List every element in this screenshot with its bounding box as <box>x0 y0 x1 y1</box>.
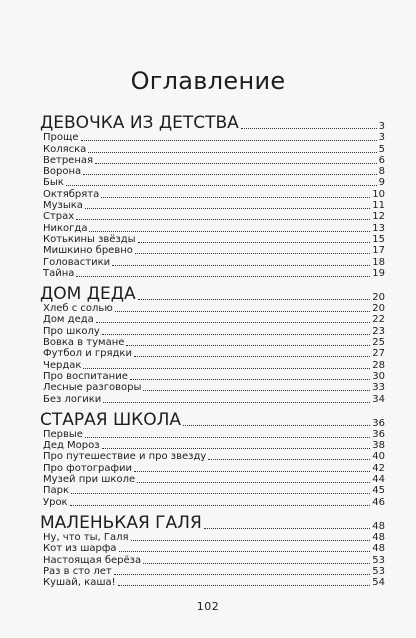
entry-title: Хлеб с солью <box>43 303 113 315</box>
entry-page: 48 <box>372 531 385 543</box>
entry-title: Музыка <box>43 200 83 212</box>
entry-page: 48 <box>372 543 385 555</box>
dot-leader <box>137 482 370 483</box>
toc-entry <box>40 440 385 451</box>
entry-title: Чердак <box>43 359 82 371</box>
dot-leader <box>95 163 377 164</box>
entry-title: Про фотографии <box>43 462 133 474</box>
dot-leader <box>76 219 370 220</box>
entry-page: 11 <box>372 200 385 212</box>
toc-entry <box>40 155 385 166</box>
toc-entry <box>40 543 385 554</box>
entry-page: 9 <box>378 177 385 189</box>
toc-entry <box>40 429 385 440</box>
entry-page: 40 <box>372 451 385 463</box>
dot-leader <box>103 402 370 403</box>
section-page: 48 <box>372 520 385 532</box>
entry-page: 3 <box>378 132 385 144</box>
entry-page: 15 <box>372 233 385 245</box>
entry-title: Парк <box>43 485 70 497</box>
toc-entry <box>40 211 385 222</box>
entry-page: 6 <box>378 154 385 166</box>
toc-entry <box>40 577 385 588</box>
entry-title: Ну, что ты, Галя <box>43 531 129 543</box>
entry-title: Головастики <box>43 256 111 268</box>
entry-title: Коляска <box>43 143 87 155</box>
dot-leader <box>96 322 371 323</box>
toc-entry <box>40 382 385 393</box>
entry-page: 22 <box>372 314 385 326</box>
dot-leader <box>134 471 370 472</box>
entry-title: Проще <box>43 132 79 144</box>
entry-title: Музей при школе <box>43 474 136 486</box>
entry-title: Кушай, каша! <box>43 577 116 589</box>
entry-page: 38 <box>372 440 385 452</box>
section-heading <box>40 284 385 303</box>
section-title: МАЛЕНЬКАЯ ГАЛЯ <box>40 512 202 533</box>
toc-entry <box>40 566 385 577</box>
dot-leader <box>89 231 370 232</box>
entry-title: Бык <box>43 177 64 189</box>
entry-page: 36 <box>372 428 385 440</box>
entry-page: 54 <box>372 577 385 589</box>
toc-entry <box>40 132 385 143</box>
dot-leader <box>143 563 370 564</box>
entry-title: Октябрята <box>43 188 100 200</box>
toc-entry <box>40 177 385 188</box>
dot-leader <box>138 299 371 300</box>
entry-title: Лесные разговоры <box>43 382 142 394</box>
dot-leader <box>135 253 370 254</box>
entry-page: 46 <box>372 496 385 508</box>
toc-entry <box>40 474 385 485</box>
dot-leader <box>66 185 377 186</box>
dot-leader <box>134 356 370 357</box>
section-page: 3 <box>378 121 385 132</box>
toc-entry <box>40 496 385 507</box>
dot-leader <box>88 152 376 153</box>
dot-leader <box>130 379 370 380</box>
entry-title: Первые <box>43 428 83 440</box>
entry-title: Ворона <box>43 166 82 178</box>
dot-leader <box>115 311 371 312</box>
entry-page: 28 <box>372 359 385 371</box>
dot-leader <box>76 276 370 277</box>
entry-page: 23 <box>372 325 385 337</box>
dot-leader <box>83 368 370 369</box>
toc-entry <box>40 393 385 404</box>
entry-page: 42 <box>372 462 385 474</box>
dot-leader <box>85 437 370 438</box>
toc-entry <box>40 303 385 314</box>
section-title: ДЕВОЧКА ИЗ ДЕТСТВА <box>40 113 239 133</box>
dot-leader <box>83 174 377 175</box>
section-title: ДОМ ДЕДА <box>40 283 136 304</box>
entry-title: Ветреная <box>43 154 94 166</box>
entry-title: Дед Мороз <box>43 440 100 452</box>
toc-entry <box>40 234 385 245</box>
entry-title: Вовка в тумане <box>43 337 125 349</box>
dot-leader <box>204 528 370 529</box>
dot-leader <box>131 540 371 541</box>
toc-entry <box>40 188 385 199</box>
entry-page: 5 <box>378 143 385 155</box>
page-title: Оглавление <box>130 67 286 95</box>
entry-title: Тайна <box>43 267 75 279</box>
toc-entry <box>40 532 385 543</box>
entry-title: Без логики <box>43 393 102 405</box>
dot-leader <box>85 208 370 209</box>
section-heading <box>40 410 385 429</box>
entry-title: Настоящая берёза <box>43 554 142 566</box>
entry-page: 20 <box>372 303 385 315</box>
entry-title: Кот из шарфа <box>43 543 117 555</box>
entry-page: 34 <box>372 393 385 405</box>
section-page: 20 <box>372 291 385 303</box>
entry-page: 33 <box>372 382 385 394</box>
entry-page: 8 <box>378 166 385 178</box>
toc-entry <box>40 451 385 462</box>
dot-leader <box>114 574 371 575</box>
section-title: СТАРАЯ ШКОЛА <box>40 409 182 430</box>
entry-page: 10 <box>372 188 385 200</box>
dot-leader <box>102 448 371 449</box>
entry-title: Про школу <box>43 325 100 337</box>
entry-title: Про воспитание <box>43 370 128 382</box>
toc-entry <box>40 485 385 496</box>
entry-title: Никогда <box>43 222 88 234</box>
entry-page: 13 <box>372 222 385 234</box>
entry-page: 44 <box>372 474 385 486</box>
page-number: 102 <box>196 600 220 613</box>
dot-leader <box>208 459 370 460</box>
entry-page: 53 <box>372 565 385 577</box>
entry-title: Дом деда <box>43 314 94 326</box>
toc-entry <box>40 268 385 279</box>
dot-leader <box>118 585 371 586</box>
entry-title: Раз в сто лет <box>43 565 112 577</box>
toc-entry <box>40 256 385 267</box>
entry-page: 25 <box>372 337 385 349</box>
toc-entry <box>40 245 385 256</box>
toc-entry <box>40 325 385 336</box>
entry-title: Урок <box>43 496 68 508</box>
entry-title: Мишкино бревно <box>43 245 133 257</box>
toc-entry <box>40 462 385 473</box>
entry-page: 53 <box>372 554 385 566</box>
section-heading <box>40 513 385 532</box>
dot-leader <box>112 265 370 266</box>
toc-entry <box>40 222 385 233</box>
toc-entry <box>40 359 385 370</box>
entry-page: 17 <box>372 245 385 257</box>
dot-leader <box>183 425 370 426</box>
dot-leader <box>143 390 370 391</box>
section-heading <box>40 113 385 132</box>
dot-leader <box>138 242 371 243</box>
toc-entry <box>40 314 385 325</box>
entry-title: Про путешествие и про звезду <box>43 451 207 463</box>
entry-page: 19 <box>372 267 385 279</box>
entry-title: Футбол и грядки <box>43 348 132 360</box>
entry-page: 12 <box>372 211 385 223</box>
table-of-contents <box>40 113 385 588</box>
dot-leader <box>70 505 371 506</box>
section-page: 36 <box>372 417 385 429</box>
dot-leader <box>119 551 371 552</box>
toc-entry <box>40 337 385 348</box>
toc-entry <box>40 200 385 211</box>
entry-page: 27 <box>372 348 385 360</box>
toc-entry <box>40 348 385 359</box>
dot-leader <box>101 197 370 198</box>
toc-entry <box>40 554 385 565</box>
dot-leader <box>126 345 370 346</box>
dot-leader <box>71 493 370 494</box>
entry-page: 18 <box>372 256 385 268</box>
dot-leader <box>241 128 377 129</box>
entry-page: 30 <box>372 370 385 382</box>
entry-page: 45 <box>372 485 385 497</box>
entry-title: Котькины звёзды <box>43 233 136 245</box>
entry-title: Страх <box>43 211 75 223</box>
dot-leader <box>81 140 377 141</box>
dot-leader <box>102 334 370 335</box>
toc-entry <box>40 143 385 154</box>
toc-entry <box>40 166 385 177</box>
toc-entry <box>40 371 385 382</box>
